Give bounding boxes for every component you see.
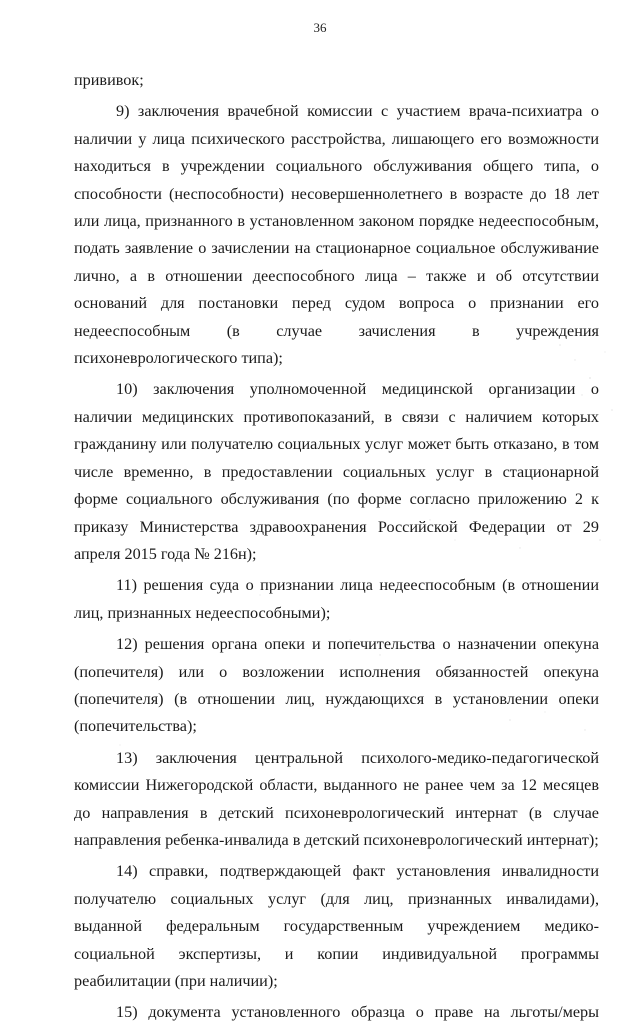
paragraph-item-14: 14) справки, подтверждающей факт установления инвалидности получателю социальных услуг (для лиц, признанных инвалидами), выданной федеральным государственным учреждением медико-социальной экспертизы, и копии индивидуальной программы реабилитации (при наличии); bbox=[74, 862, 599, 990]
paragraph-item-9: 9) заключения врачебной комиссии с участием врача-психиатра о наличии у лица психического расстройства, лишающего его возможности находиться в учреждении социального обслуживания общего типа, о способности (неспособности) несовершеннолетнего в возрасте до 18 лет или лица, признанного в установленном законом порядке недееспособным, подать заявление о зачислении на стационарное социальное обслуживание лично, а в отношении дееспособного лица – также и об отсутствии оснований для постановки перед судом вопроса о признании его недееспособным (в случае зачисления в учреждения психоневрологического типа); bbox=[74, 102, 599, 368]
paragraph-item-15: 15) документа установленного образца о праве на льготы/меры bbox=[116, 1003, 599, 1022]
paragraph-item-13: 13) заключения центральной психолого-медико-педагогической комиссии Нижегородской области, выданного не ранее чем за 12 месяцев до направления в детский психоневрологический интернат (в случае направления ребенка-инвалида в детский психоневрологический интернат); bbox=[74, 748, 599, 849]
page-number: 36 bbox=[313, 20, 327, 35]
paragraph-item-12: 12) решения органа опеки и попечительства о назначении опекуна (попечителя) или о возложении исполнения обязанностей опекуна (попечителя) (в отношении лиц, нуждающихся в установлении опеки (попечительства); bbox=[74, 635, 599, 736]
paragraph-item-10: 10) заключения уполномоченной медицинской организации о наличии медицинских противопоказаний, в связи с наличием которых гражданину или получателю социальных услуг может быть отказано, в том числе временно, в предоставлении социальных услуг в стационарной форме социального обслуживания (по форме согласно приложению 2 к приказу Министерства здравоохранения Российской Федерации от 29 апреля 2015 года № 216н); bbox=[74, 380, 599, 563]
paragraph-continuation: прививок; bbox=[74, 71, 144, 89]
document-body bbox=[74, 67, 599, 1027]
paragraph-item-11: 11) решения суда о признании лица недееспособным (в отношении лиц, признанных недееспособными); bbox=[74, 576, 599, 622]
